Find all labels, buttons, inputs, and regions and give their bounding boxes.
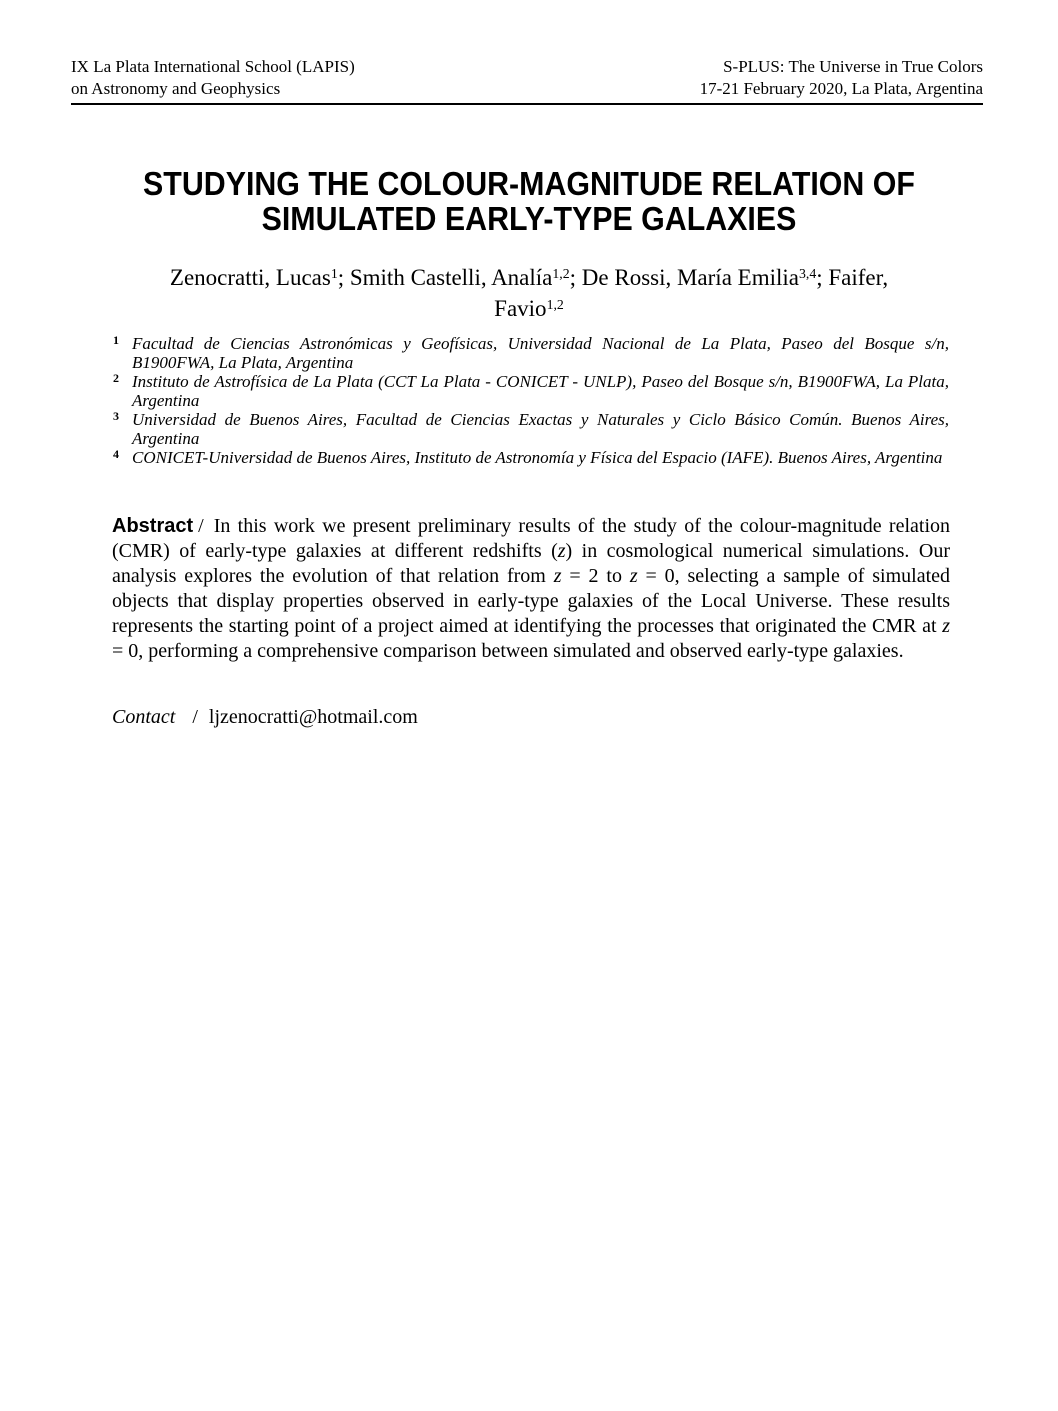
affiliation-text: Universidad de Buenos Aires, Facultad de Ciencias Exactas y Naturales y Ciclo Básico Común. Buenos Aires, Argentina [132,410,949,448]
paper-title-line2: SIMULATED EARLY-TYPE GALAXIES [261,200,797,237]
math-variable-z: z [942,615,950,637]
header-right [700,56,983,100]
header-left [71,56,355,100]
author-affiliation-ref: 1,2 [552,266,570,282]
header-right-line1: S-PLUS: The Universe in True Colors [723,57,983,76]
affiliation-number: 4 [113,447,119,461]
math-variable-z: z [557,540,566,562]
affiliation-text: Instituto de Astrofísica de La Plata (CCT La Plata - CONICET - UNLP), Paseo del Bosque s/n, B1900FWA, La Plata, Argentina [132,372,949,410]
author-name: Favio [494,296,547,321]
author-affiliation-ref: 1 [330,266,338,282]
author-line-2 [104,295,954,326]
abstract-text-segment: = 2 to [561,565,630,587]
abstract-text-segment: ) in cosmological numerical simulations. Our analysis explores the evolution of that relation from [112,540,950,587]
author-list [104,264,954,326]
header-rule [71,103,983,105]
abstract-label: Abstract [112,515,194,537]
author-name: ; De Rossi, María Emilia [569,265,799,290]
author-name: Zenocratti, Lucas [169,265,331,290]
affiliation-item-1 [113,334,949,372]
abstract-paragraph [112,514,950,664]
header-right-line2: 17-21 February 2020, La Plata, Argentina [699,79,983,98]
affiliation-number: 2 [113,371,119,385]
math-variable-z: z [553,565,562,587]
author-name: ; Faifer, [816,265,889,290]
page-header [71,56,983,100]
abstract-text-segment: = 0, selecting a sample of simulated objects that display properties observed in early-type galaxies of the Local Universe. These results represents the starting point of a project aimed at identifying the processes that originated the CMR at [112,565,951,637]
header-left-line2: on Astronomy and Geophysics [71,79,281,98]
affiliation-text: Facultad de Ciencias Astronómicas y Geofísicas, Universidad Nacional de La Plata, Paseo del Bosque s/n, B1900FWA, La Plata, Argentina [132,334,949,372]
author-affiliation-ref: 1,2 [546,297,564,313]
author-affiliation-ref: 3,4 [798,266,817,282]
contact-separator: / [192,706,198,728]
affiliation-number: 3 [113,409,119,423]
abstract-text-segment: = 0, performing a comprehensive comparison between simulated and observed early-type galaxies. [112,640,904,662]
math-variable-z: z [629,565,638,587]
paper-title [0,166,1058,236]
paper-title-line1: STUDYING THE COLOUR-MAGNITUDE RELATION OF [143,165,915,202]
header-left-line1: IX La Plata International School (LAPIS) [71,57,355,76]
author-name: ; Smith Castelli, Analía [337,265,553,290]
abstract-separator: / [198,515,204,537]
author-line-1 [104,264,954,295]
abstract-text-segment: In this work we present preliminary results of the study of the colour-magnitude relation (CMR) of early-type galaxies at different redshifts ( [112,515,950,562]
contact-label: Contact [112,706,176,728]
contact-email: ljzenocratti@hotmail.com [208,706,418,728]
affiliation-item-4 [113,448,949,467]
affiliation-list [113,334,949,467]
affiliation-item-3 [113,410,949,448]
affiliation-item-2 [113,372,949,410]
affiliation-text: CONICET-Universidad de Buenos Aires, Instituto de Astronomía y Física del Espacio (IAFE). Buenos Aires, Argentina [132,448,943,467]
contact-line [112,706,418,729]
affiliation-number: 1 [113,333,119,347]
